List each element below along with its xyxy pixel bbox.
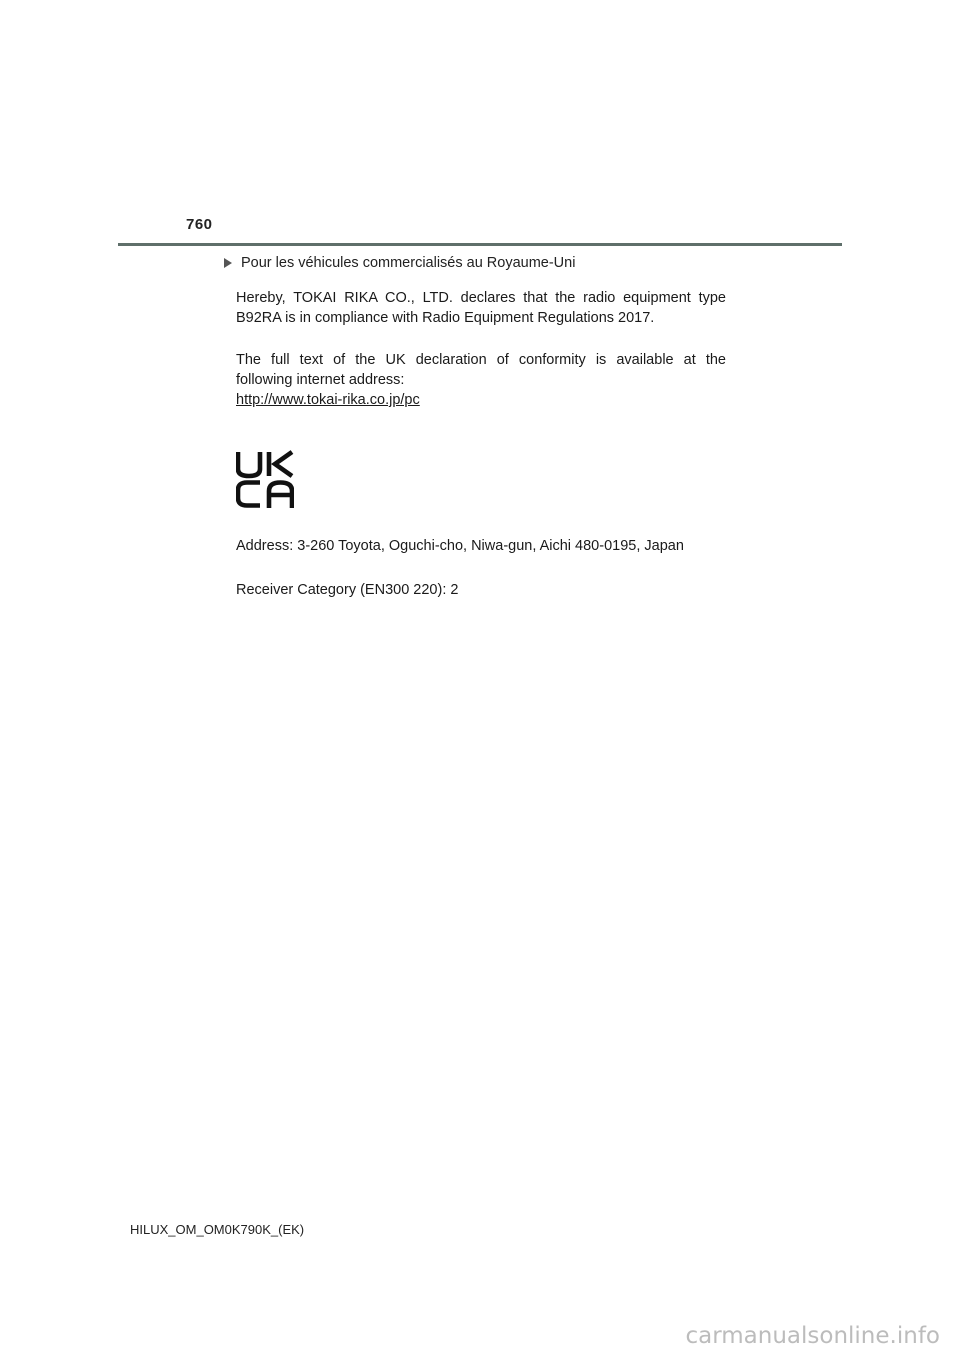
declaration-paragraph [236,288,726,328]
watermark-text: carmanualsonline.info [685,1323,940,1349]
conformity-url-link[interactable]: http://www.tokai-rika.co.jp/pc [236,392,420,408]
section-heading-text: Pour les véhicules commercialisés au Royaume-Uni [241,255,576,271]
conformity-line-1: The full text of the UK declaration of conformity is available at the [236,352,726,368]
page-number: 760 [186,216,213,233]
declaration-line-1: Hereby, TOKAI RIKA CO., LTD. declares that the radio equipment type [236,290,726,306]
address-text: Address: 3-260 Toyota, Oguchi-cho, Niwa-gun, Aichi 480-0195, Japan [236,538,684,554]
header-divider [118,243,842,246]
conformity-paragraph [236,350,726,410]
footer-code: HILUX_OM_OM0K790K_(EK) [130,1222,305,1237]
receiver-category-text: Receiver Category (EN300 220): 2 [236,582,459,598]
triangle-bullet-icon [224,258,232,268]
declaration-line-2: B92RA is in compliance with Radio Equipment Regulations 2017. [236,310,655,326]
ukca-mark-icon [236,450,294,508]
section-heading [224,255,575,271]
conformity-line-2: following internet address: [236,372,405,388]
